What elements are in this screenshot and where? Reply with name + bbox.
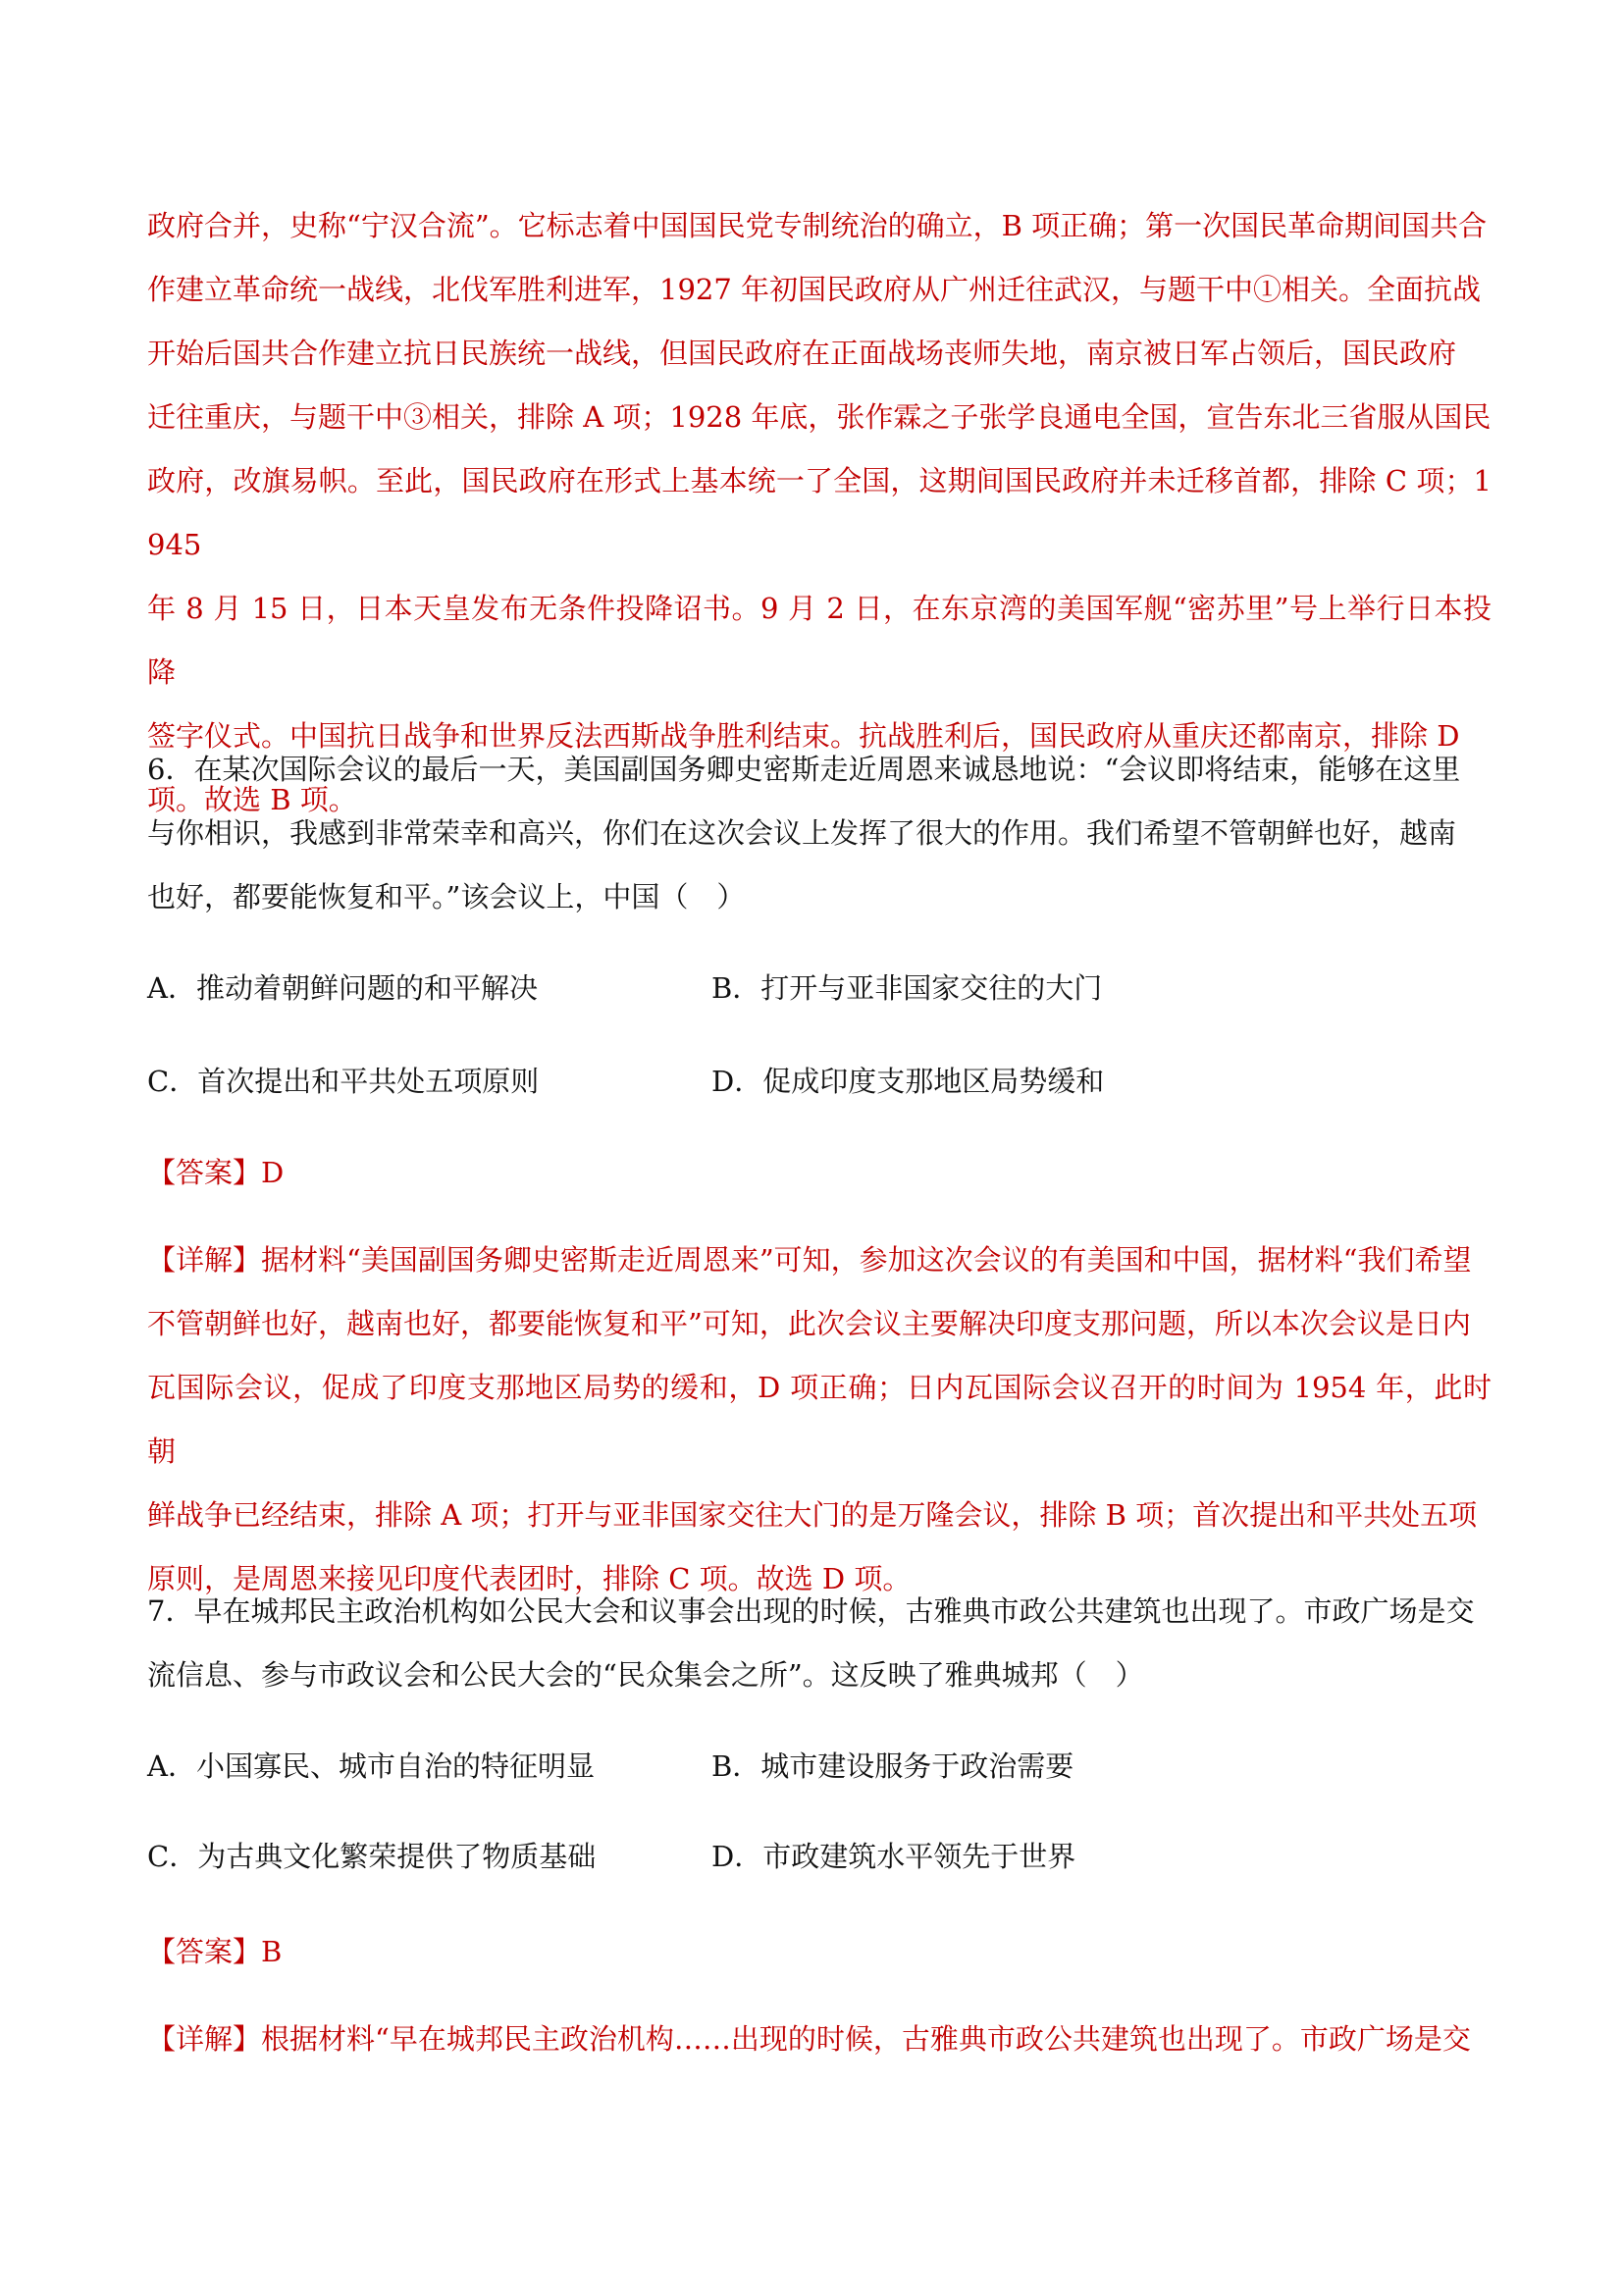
- question-7-explanation: [147, 2008, 1492, 2071]
- explanation-text: [147, 2008, 1492, 2071]
- text-line: 7．早在城邦民主政治机构如公民大会和议事会出现的时候，古雅典市政公共建筑也出现了。市政广场是交: [147, 1594, 1475, 1628]
- text-line: 【详解】根据材料“早在城邦民主政治机构……出现的时候，古雅典市政公共建筑也出现了。市政广场是交: [147, 2022, 1471, 2056]
- text-line: 原则，是周恩来接见印度代表团时，排除 C 项。故选 D 项。: [147, 1562, 912, 1595]
- question-6-answer: 【答案】D: [147, 1156, 285, 1189]
- question-6-stem: [147, 738, 1492, 929]
- text-line: 与你相识，我感到非常荣幸和高兴，你们在这次会议上发挥了很大的作用。我们希望不管朝鲜也好，越南: [147, 816, 1457, 850]
- question-6-options-row-1: [147, 964, 1492, 1013]
- question-text: [147, 1580, 1492, 1707]
- option-c: C．首次提出和平共处五项原则: [147, 1065, 540, 1098]
- option-b: B．城市建设服务于政治需要: [711, 1749, 1074, 1783]
- text-line: 6．在某次国际会议的最后一天，美国副国务卿史密斯走近周恩来诚恳地说：“会议即将结束，能够在这里: [147, 753, 1461, 786]
- option-c: C．为古典文化繁荣提供了物质基础: [147, 1840, 597, 1873]
- question-7-options-row-1: [147, 1742, 1492, 1791]
- explanation-text: [147, 194, 1492, 832]
- text-line: 作建立革命统一战线，北伐军胜利进军，1927 年初国民政府从广州迁往武汉，与题干中①相关。全面抗战: [147, 273, 1482, 306]
- option-d: D．促成印度支那地区局势缓和: [711, 1065, 1105, 1098]
- text-line: 不管朝鲜也好，越南也好，都要能恢复和平”可知，此次会议主要解决印度支那问题，所以本次会议是日内: [147, 1307, 1471, 1340]
- text-line: 开始后国共合作建立抗日民族统一战线，但国民政府在正面战场丧师失地，南京被日军占领后，国民政府: [147, 337, 1457, 370]
- question-7-options-row-2: [147, 1832, 1492, 1881]
- text-line: 项。故选 B 项。: [147, 783, 357, 816]
- option-b: B．打开与亚非国家交往的大门: [711, 971, 1103, 1005]
- text-line: 政府合并，史称“宁汉合流”。它标志着中国国民党专制统治的确立，B 项正确；第一次国民革命期间国共合: [147, 209, 1488, 242]
- text-line: 鲜战争已经结束，排除 A 项；打开与亚非国家交往大门的是万隆会议，排除 B 项；首次提出和平共处五项: [147, 1498, 1478, 1532]
- question-6-options-row-2: [147, 1057, 1492, 1106]
- text-line: 瓦国际会议，促成了印度支那地区局势的缓和，D 项正确；日内瓦国际会议召开的时间为 1954 年，此时朝: [147, 1371, 1492, 1468]
- text-line: 也好，都要能恢复和平。”该会议上，中国（ ）: [147, 880, 746, 913]
- text-line: 【详解】据材料“美国副国务卿史密斯走近周恩来”可知，参加这次会议的有美国和中国，据材料“我们希望: [147, 1243, 1472, 1277]
- question-7-answer: 【答案】B: [147, 1935, 283, 1968]
- prev-question-explanation: [147, 194, 1492, 832]
- question-7-stem: [147, 1580, 1492, 1707]
- option-a: A．推动着朝鲜问题的和平解决: [147, 971, 538, 1005]
- explanation-text: [147, 1228, 1492, 1611]
- text-line: 迁往重庆，与题干中③相关，排除 A 项；1928 年底，张作霖之子张学良通电全国，宣告东北三省服从国民: [147, 400, 1492, 434]
- text-line: 签字仪式。中国抗日战争和世界反法西斯战争胜利结束。抗战胜利后，国民政府从重庆还都南京，排除 D: [147, 719, 1460, 753]
- option-a: A．小国寡民、城市自治的特征明显: [147, 1749, 595, 1783]
- question-6-explanation: [147, 1228, 1492, 1611]
- text-line: 流信息、参与市政议会和公民大会的“民众集会之所”。这反映了雅典城邦（ ）: [147, 1658, 1144, 1692]
- question-text: [147, 738, 1492, 929]
- option-d: D．市政建筑水平领先于世界: [711, 1840, 1076, 1873]
- text-line: 年 8 月 15 日，日本天皇发布无条件投降诏书。9 月 2 日，在东京湾的美国军舰“密苏里”号上举行日本投降: [147, 592, 1492, 689]
- text-line: 政府，改旗易帜。至此，国民政府在形式上基本统一了全国，这期间国民政府并未迁移首都，排除 C 项；1945: [147, 464, 1492, 561]
